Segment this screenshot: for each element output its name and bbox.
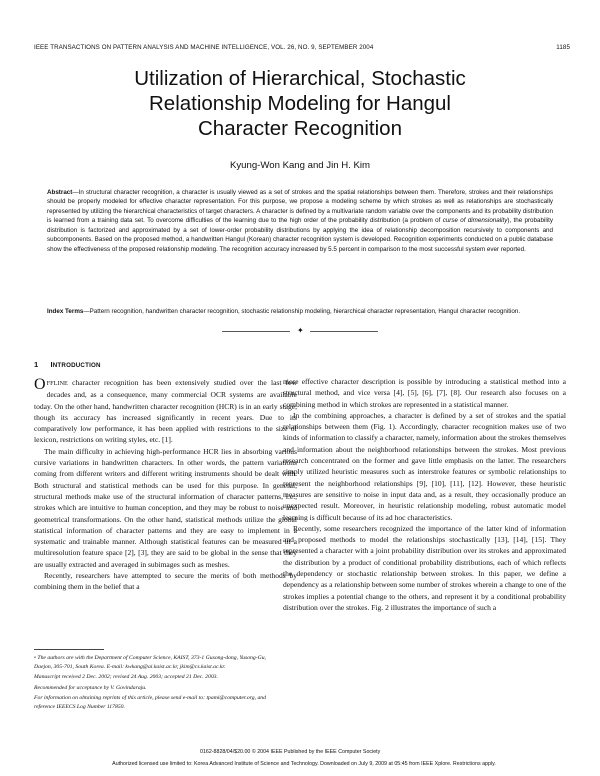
authors: Kyung-Won Kang and Jin H. Kim (229, 160, 371, 171)
footnotes (34, 654, 277, 714)
footnote-reprints: For information on obtaining reprints of this article, please send e-mail to: tpami@computer.org, and reference IEEECS Log Number 117850. (34, 695, 266, 710)
separator-diamond: ✦ (297, 326, 304, 335)
left-paragraph-1 (34, 377, 297, 446)
journal-header: IEEE TRANSACTIONS ON PATTERN ANALYSIS AND MACHINE INTELLIGENCE, VOL. 26, NO. 9, SEPTEMBER 2004 (34, 44, 374, 51)
footnote-bullet: • (34, 655, 36, 661)
left-paragraph-1-text: character recognition has been extensively studied over the last few decades and, as a consequence, many commercial OCR systems are available today. On the other hand, handwritten character recognition (HCR) is in an early stage, though its accuracy has increased significantly in recent years. Due to its comparatively low performance, it has been applied with restrictions to the size of lexicon, restrictions on writing styles, etc. [1]. (34, 378, 297, 445)
abstract-text-2: ), the probability distribution is factorized and approximated by a set of lower-order probability distributions by applying the idea of relationship decomposition recursively to components and subcomponents. Based on the proposed method, a handwritten Hangul (Korean) character recognition system is developed. Recognition experiments conducted on a public database show the effectiveness of the proposed relationship modeling. The recognition accuracy increased by 5.5 percent in comparison to the most successful system ever reported. (47, 217, 553, 253)
abstract-emphasis: curse of dimensionality (442, 217, 508, 225)
abstract-label: Abstract (47, 189, 73, 196)
left-column (34, 377, 297, 593)
section-title-rest: NTRODUCTION (52, 362, 101, 369)
page-number: 1185 (556, 44, 570, 51)
index-terms-label: Index Terms (47, 308, 84, 315)
separator-line-left (222, 331, 290, 332)
drop-cap: O (34, 376, 46, 393)
footnote-affiliation (34, 654, 277, 671)
section-title-initial: I (50, 360, 53, 369)
index-terms (47, 307, 553, 316)
left-paragraph-2: The main difficulty in achieving high-performance HCR lies in absorbing various cursive variations in handwritten characters. In other words, the pattern variations coming from different writers and different writing instruments should be dealt with. Both structural and statistical methods can be used for this purpose. In general, structural methods make use of the structural information of character patterns, i.e., strokes which are intuitive to human conception, and they may be robust to noise and geometrical transformations. On the other hand, statistical methods utilize the global statistical information of character patterns and they are easy to implement in a systematic and trainable manner. Although statistical features can be measured in a multiresolution feature space [2], [3], they are said to be global in the sense that they are usually extracted and averaged in subimages such as meshes. (34, 446, 297, 569)
abstract (47, 188, 553, 254)
footnote-affiliation-text: The authors are with the Department of Computer Science, KAIST, 373-1 Gusong-dong, Yusong-Gu, Daejon, 305-701, South Korea. E-mail: kwkang@ai.kaist.ac.kr, jkim@cs.kaist.ac.kr. (34, 655, 266, 670)
smallcaps-word: FFLINE (46, 380, 68, 387)
separator-line-right (310, 331, 378, 332)
paper-title (60, 66, 540, 141)
footnote-rule (34, 649, 104, 650)
right-paragraph-1: more effective character description is possible by introducing a statistical method into a structural method, and vice versa [4], [5], [6], [7], [8]. Our research also focuses on a combining method in which strokes are represented in a statistical manner. (283, 377, 566, 409)
left-paragraph-3: Recently, researchers have attempted to secure the merits of both methods by combining them in the belief that a (34, 571, 297, 592)
right-column (283, 376, 566, 613)
right-paragraph-3: Recently, some researchers recognized the importance of the latter kind of information and proposed methods to model the relationships stochastically [13], [14], [15]. They represented a character with a joint probability distribution over its strokes and approximated the distribution by a product of conditional probability distributions, each of which reflects the dependency or stochastic relationship between strokes. In this paper, we define a dependency as a relationship between some number of strokes wherein a change to one of the strokes implies a potential change to the others, and represent it by a conditional probability distribution over the strokes. Fig. 2 illustrates the importance of such a (283, 523, 566, 612)
section-number: 1 (34, 360, 39, 369)
section-heading (34, 360, 101, 369)
footnote-recommended: Recommended for acceptance by V. Govindaraju. (34, 684, 147, 691)
title-line-3: Character Recognition (198, 117, 402, 140)
running-header (34, 44, 570, 56)
copyright-line: 0162-8828/04/$20.00 © 2004 IEEE Published by the IEEE Computer Society (200, 749, 381, 755)
footnote-manuscript: Manuscript received 2 Dec. 2002; revised 24 Aug. 2003; accepted 21 Dec. 2003. (34, 674, 218, 681)
right-paragraph-2: In the combining approaches, a character is defined by a set of strokes and the spatial relationships between them (Fig. 1). Accordingly, character recognition makes use of two kinds of information to classify a character, namely, information about the strokes themselves and information about the neighborhood relationships between the strokes. Most previous research concentrated on the former and gave little emphasis on the latter. The researchers simply utilized heuristic measures such as interstroke features or symbolic relationships to represent the neighborhood relationships [9], [10], [11], [12]. However, these heuristic measures are sensitive to noise in input data and, as a result, they occasionally produce an unexpected result. Moreover, in heuristic relationship modeling, robust automatic model learning is difficult because of its ad hoc characteristics. (283, 410, 566, 522)
title-line-2: Relationship Modeling for Hangul (149, 92, 451, 115)
title-line-1: Utilization of Hierarchical, Stochastic (134, 67, 466, 90)
abstract-text-1: —In structural character recognition, a character is usually viewed as a set of strokes and the spatial relationships between them. Therefore, strokes and their relationships should be properly modeled for effective character representation. For this purpose, we propose a modeling scheme by which strokes as well as relationships are stochastically represented by utilizing the hierarchical characteristics of target characters. A character is defined by a multivariate random variable over the components and its probability distribution is learned from a training data set. To overcome difficulties of the learning due to the high order of the probability distribution (a problem of (47, 189, 553, 225)
index-terms-text: —Pattern recognition, handwritten character recognition, stochastic relationship modeling, hierarchical character representation, Hangul character recognition. (83, 308, 521, 315)
license-footer: Authorized licensed use limited to: Korea Advanced Institute of Science and Technology. Downloaded on July 9, 2009 at 05:45 from IEEE Xplore. Restrictions apply. (112, 761, 496, 767)
